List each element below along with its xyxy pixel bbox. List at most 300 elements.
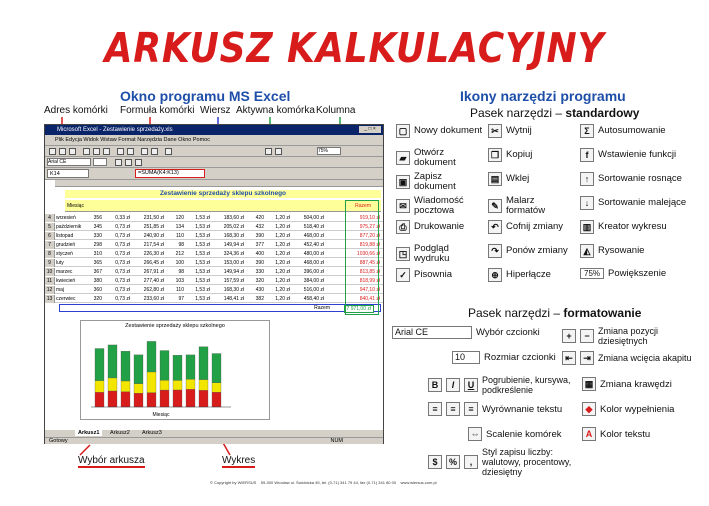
border-tool [582,377,672,391]
chart-bar [147,341,156,372]
align-tool [428,402,562,416]
chart-bar [173,390,182,407]
row-number[interactable]: 4 [45,214,55,222]
table-cell[interactable]: 168,30 zł [223,233,244,239]
cut-icon[interactable]: ✂ [488,124,502,138]
tool-sigma [580,124,704,138]
table-cell[interactable]: 504,00 zł [303,215,324,221]
fill-color-icon[interactable]: ◆ [582,402,596,416]
chart-bar [186,379,195,389]
row-number[interactable]: 6 [45,232,55,240]
toolbar-icon[interactable] [275,148,282,155]
zoom-select[interactable]: 75% [580,268,604,279]
align-right-icon[interactable]: ≡ [464,402,478,416]
table-cell[interactable]: 153,00 zł [223,260,244,266]
chart-xlabel: Miesiąc [152,412,170,418]
table-cell[interactable]: 468,00 zł [303,233,324,239]
percent-icon[interactable]: % [446,455,460,469]
chart-bar [134,393,143,407]
chart-bar [134,355,143,384]
table-cell[interactable]: 1030,66 zł [356,251,380,257]
toolbar-icon[interactable] [103,148,110,155]
table-cell[interactable]: 887,45 zł [359,260,380,266]
table-cell[interactable]: 452,40 zł [303,242,324,248]
excel-menu-bar [45,135,383,146]
table-cell[interactable]: 320 [255,278,264,284]
footer-copyright: © Copyright by WIERSUS [210,480,257,485]
toolbar-icon[interactable] [83,148,90,155]
table-cell[interactable]: 420 [255,215,264,221]
chart-bar [108,378,117,391]
table-cell[interactable]: 1,20 zł [275,224,290,230]
print-icon[interactable]: ⎙ [396,220,410,234]
table-cell[interactable]: 212 [175,251,184,257]
table-cell[interactable]: październik [56,224,82,230]
tool-chart [580,220,704,234]
tool-label: Drukowanie [414,221,465,232]
label-active-cell: Aktywna komórka [236,105,315,116]
table-cell[interactable]: 148,41 zł [223,296,244,302]
table-cell[interactable]: 400 [255,251,264,257]
row-number[interactable]: 9 [45,259,55,267]
table-cell[interactable]: 298 [93,242,102,248]
icons-section-heading: Ikony narzędzi programu [460,88,626,104]
table-cell[interactable]: 149,94 zł [223,242,244,248]
underline-icon[interactable]: U [464,378,478,392]
font-select[interactable]: Arial CE [392,326,472,339]
table-cell[interactable]: 1,20 zł [275,215,290,221]
table-cell[interactable]: 168,30 zł [223,287,244,293]
table-row [45,286,383,294]
table-cell[interactable]: 183,60 zł [223,215,244,221]
undo-icon[interactable]: ↶ [488,220,502,234]
table-cell[interactable]: 819,88 zł [359,242,380,248]
standard-title-prefix: Pasek narzędzi – [470,106,566,120]
table-cell[interactable]: maj [56,287,65,293]
table-cell[interactable]: 0,73 zł [115,251,130,257]
label-chart: Wykres [222,455,256,466]
table-cell[interactable]: wrzesień [56,215,76,221]
table-cell[interactable]: 1,20 zł [275,269,290,275]
table-cell[interactable]: 840,41 zł [359,296,380,302]
toolbar-icon[interactable] [49,148,56,155]
chart-bar [186,389,195,407]
sum-value[interactable]: 7 971,00 zł [344,305,374,313]
tool-open [396,148,484,168]
tool-label: Otwórz dokument [414,147,456,168]
chart-bar [199,347,208,380]
table-cell[interactable]: 324,36 zł [223,251,244,257]
table-cell[interactable]: 98 [178,242,184,248]
chart-bar [147,372,156,393]
format-title-prefix: Pasek narzędzi – [468,306,564,320]
font-size-select[interactable]: 10 [452,351,480,364]
table-row [45,232,383,240]
align-center-icon[interactable]: ≡ [446,402,460,416]
label-sheet-select: Wybór arkusza [78,455,145,466]
table-cell[interactable]: 205,02 zł [223,224,244,230]
chart-bar [121,351,130,381]
sum-header: Razem [355,203,371,209]
toolbar-icon[interactable] [59,148,66,155]
table-cell[interactable]: 1,20 zł [275,287,290,293]
table-cell[interactable]: 0,73 zł [115,287,130,293]
label-cell-address: Adres komórki [44,105,108,116]
chart-bar [173,380,182,390]
table-cell[interactable]: 0,33 zł [115,215,130,221]
table-row [45,241,383,249]
table-cell[interactable]: 390 [255,260,264,266]
month-header: Miesiąc [67,203,84,209]
row-number[interactable]: 11 [45,277,55,285]
bold-italic-tool [428,375,578,395]
tool-drawing [580,244,704,258]
merge-icon[interactable]: ⇔ [468,427,482,441]
italic-icon[interactable]: I [446,378,460,392]
table-cell[interactable]: 1,53 zł [195,215,210,221]
toolbar-icon[interactable] [93,148,100,155]
preview-icon[interactable]: ◳ [396,247,410,261]
table-cell[interactable]: 947,10 zł [359,287,380,293]
table-cell[interactable]: 149,94 zł [223,269,244,275]
chart-bar [108,391,117,407]
chart-icon[interactable]: ▥ [580,220,594,234]
row-number[interactable]: 13 [45,295,55,303]
table-cell[interactable]: 919,10 zł [359,215,380,221]
chart-bar [212,383,221,392]
table-cell[interactable]: 480,00 zł [303,251,324,257]
decimal-tool [562,326,704,346]
table-cell[interactable]: 1,53 zł [195,278,210,284]
link-icon[interactable]: ⊕ [488,268,502,282]
table-cell[interactable]: 1,20 zł [275,242,290,248]
footer [210,480,437,485]
tool-undo [488,220,576,234]
toolbar-icon[interactable] [117,148,124,155]
font-select-tool [392,326,540,339]
font-color-icon[interactable]: A [582,427,596,441]
formula-input[interactable]: =SUMA(K4:K13) [135,169,205,178]
excel-format-toolbar [45,157,383,168]
merge-tool [468,427,562,441]
sheet-tabs [45,430,383,437]
tool-label: Malarz formatów [506,195,546,216]
tool-new-doc [396,124,484,138]
table-cell[interactable]: 330 [255,269,264,275]
chart-area[interactable] [80,320,270,420]
decimal-label: Zmiana pozycji dziesiętnych [598,326,659,346]
table-cell[interactable]: 877,20 zł [359,233,380,239]
table-row [45,268,383,276]
bold-icon[interactable]: B [428,378,442,392]
table-cell[interactable]: 813,85 zł [359,269,380,275]
table-cell[interactable]: 0,73 zł [115,224,130,230]
table-cell[interactable]: 217,54 zł [143,242,164,248]
indent-label: Zmiana wcięcia akapitu [598,353,692,363]
row-number[interactable]: 7 [45,241,55,249]
label-formula: Formuła komórki [120,105,195,116]
excel-section-heading: Okno programu MS Excel [120,88,291,104]
tool-label: Cofnij zmiany [506,221,564,232]
spreadsheet-grid[interactable] [45,180,383,430]
table-cell[interactable]: 390 [255,233,264,239]
font-color-label: Kolor tekstu [600,428,651,440]
toolbar-icon[interactable] [165,148,172,155]
table-cell[interactable]: grudzień [56,242,76,248]
number-style-label: Styl zapisu liczby: walutowy, procentowy, dziesiętny [482,447,572,477]
row-number[interactable]: 10 [45,268,55,276]
chart-bar [199,380,208,391]
new-doc-icon[interactable]: ▢ [396,124,410,138]
table-cell[interactable]: 266,45 zł [143,260,164,266]
table-cell[interactable]: 1,20 zł [275,260,290,266]
tab-arkusz3[interactable]: Arkusz3 [142,430,162,436]
tool-brush [488,196,576,216]
copy-icon[interactable]: ❐ [488,148,502,162]
tool-label: Rysowanie [598,245,645,256]
table-cell[interactable]: 1,20 zł [275,233,290,239]
table-cell[interactable]: kwiecień [56,278,76,284]
font-size-tool [452,351,556,364]
tool-save [396,172,484,192]
excel-standard-toolbar [45,146,383,157]
table-row [45,259,383,267]
table-cell[interactable]: 320 [93,296,102,302]
table-cell[interactable]: 233,60 zł [143,296,164,302]
table-cell[interactable]: 110 [176,287,184,293]
page-title: ARKUSZ KALKULACYJNY [104,24,605,72]
table-cell[interactable]: 1,53 zł [195,242,210,248]
table-cell[interactable]: listopad [56,233,74,239]
toolbar-icon[interactable] [265,148,272,155]
chart-bar [212,392,221,407]
column-headers [55,180,383,187]
table-cell[interactable]: 975,27 zł [359,224,380,230]
tool-sort-desc [580,196,704,210]
chart-bar [212,354,221,383]
table-cell[interactable]: 226,30 zł [143,251,164,257]
table-cell[interactable]: 377 [255,242,264,248]
drawing-icon[interactable]: ◭ [580,244,594,258]
table-cell[interactable]: 516,00 zł [303,287,324,293]
row-number[interactable]: 12 [45,286,55,294]
table-row [45,223,383,231]
fill-color-tool [582,402,674,416]
brush-icon[interactable]: ✎ [488,199,502,213]
fx-icon[interactable]: f [580,148,594,162]
bold-icon[interactable] [115,159,122,166]
align-left-icon[interactable]: ≡ [428,402,442,416]
table-cell[interactable]: 458,40 zł [303,296,324,302]
table-cell[interactable]: 430 [255,287,264,293]
table-cell[interactable]: 468,00 zł [303,260,324,266]
redo-icon[interactable]: ↷ [488,244,502,258]
tool-label: Podgląd wydruku [414,243,450,264]
tool-label: Kopiuj [506,149,533,160]
status-left: Gotowy [49,438,68,444]
open-icon[interactable]: ▰ [396,151,410,165]
border-label: Zmiana krawędzi [600,378,672,390]
table-cell[interactable]: 365 [93,260,102,266]
table-cell[interactable]: marzec [56,269,73,275]
table-cell[interactable]: 1,53 zł [195,269,210,275]
table-cell[interactable]: 1,53 zł [195,233,210,239]
active-row-highlight [59,304,381,312]
table-cell[interactable]: 251,85 zł [143,224,164,230]
sum-label: Razem [314,305,330,311]
table-cell[interactable]: 231,50 zł [143,215,164,221]
toolbar-icon[interactable] [141,148,148,155]
table-cell[interactable]: 0,73 zł [115,269,130,275]
table-cell[interactable]: 1,20 zł [275,278,290,284]
name-box[interactable]: K14 [47,169,89,178]
sort-asc-icon[interactable]: ↑ [580,172,594,186]
tool-label: Wklej [506,173,530,184]
table-cell[interactable]: 277,40 zł [143,278,164,284]
table-cell[interactable]: 0,73 zł [115,260,130,266]
tab-arkusz1[interactable]: Arkusz1 [75,430,102,436]
table-cell[interactable]: 0,73 zł [115,233,130,239]
chart-bar [199,390,208,407]
table-cell[interactable]: 1,20 zł [275,296,290,302]
table-cell[interactable]: 384,00 zł [303,278,324,284]
toolbar-icon[interactable] [127,148,134,155]
merge-label: Scalenie komórek [486,428,562,440]
table-cell[interactable]: 345 [93,224,102,230]
font-color-tool [582,427,650,441]
italic-icon[interactable] [125,159,132,166]
align-label: Wyrównanie tekstu [482,403,563,415]
tool-label: Autosumowanie [598,125,666,136]
table-cell[interactable]: 310 [93,251,102,257]
table-cell[interactable]: 134 [175,224,184,230]
font-box[interactable]: Arial CE [47,158,91,166]
table-cell[interactable]: 103 [175,278,184,284]
underline-icon[interactable] [135,159,142,166]
table-cell[interactable]: styczeń [56,251,73,257]
increase-indent-icon[interactable]: ⇥ [580,351,594,365]
table-cell[interactable]: 518,40 zł [303,224,324,230]
sigma-icon[interactable]: Σ [580,124,594,138]
table-cell[interactable]: 100 [175,260,184,266]
row-number[interactable]: 5 [45,223,55,231]
table-cell[interactable]: czerwiec [56,296,76,302]
chart-bar [147,393,156,407]
table-cell[interactable]: 367 [93,269,102,275]
table-cell[interactable]: 1,53 zł [195,251,210,257]
menu-items[interactable]: Plik Edycja Widok Wstaw Format Narzędzia Dane Okno Pomoc [55,137,210,143]
tool-label: Wiadomość pocztowa [414,195,464,216]
font-size-label: Rozmiar czcionki [484,352,556,363]
number-style-tool [428,447,578,477]
border-icon[interactable]: ▦ [582,377,596,391]
footer-web: www.wiersus.com.pl [400,480,437,485]
table-cell[interactable]: 0,73 zł [115,296,130,302]
table-cell[interactable]: 1,53 zł [195,296,210,302]
format-title-bold: formatowanie [563,306,642,320]
table-cell[interactable]: 1,53 zł [195,224,210,230]
table-cell[interactable]: 380 [93,278,102,284]
standard-title-bold: standardowy [565,106,640,120]
table-cell[interactable]: 382 [255,296,264,302]
table-cell[interactable]: 1,53 zł [195,287,210,293]
chart-svg [81,329,271,419]
decrease-decimal-icon[interactable]: − [580,329,594,343]
tool-mail [396,196,484,216]
table-cell[interactable]: 120 [175,215,184,221]
tool-label: Wytnij [506,125,532,136]
thousands-icon[interactable]: , [464,455,478,469]
zoom-box[interactable]: 75% [317,147,341,155]
table-cell[interactable]: 330 [93,233,102,239]
table-cell[interactable]: 157,59 zł [223,278,244,284]
table-cell[interactable]: 110 [176,233,184,239]
save-icon[interactable]: ▣ [396,175,410,189]
table-cell[interactable]: 396,00 zł [303,269,324,275]
tool-label: Hiperłącze [506,269,551,280]
table-cell[interactable]: luty [56,260,64,266]
table-cell[interactable]: 97 [178,296,184,302]
toolbar-icon[interactable] [151,148,158,155]
toolbar-icon[interactable] [69,148,76,155]
indent-tool [562,351,704,365]
excel-window-title: Microsoft Excel - Zestawienie sprzedaży.xls [57,127,173,133]
chart-bar [121,392,130,407]
status-bar [45,437,383,444]
tab-arkusz2[interactable]: Arkusz2 [110,430,130,436]
table-cell[interactable]: 360 [93,287,102,293]
tool-label: Zapisz dokument [414,171,456,192]
tool-fx [580,148,704,162]
paste-icon[interactable]: ▤ [488,172,502,186]
table-cell[interactable]: 432 [255,224,264,230]
window-controls[interactable]: _ □ × [359,126,381,133]
table-cell[interactable]: 1,20 zł [275,251,290,257]
table-cell[interactable]: 356 [93,215,102,221]
tool-label: Wstawienie funkcji [598,149,677,160]
table-cell[interactable]: 267,91 zł [143,269,164,275]
row-number[interactable]: 8 [45,250,55,258]
increase-decimal-icon[interactable]: + [562,329,576,343]
label-column: Kolumna [316,105,356,116]
footer-address: 59-300 Wrocław ul. Świdnicka 45, tel. (0-71) 341 79 44, fax (0-71) 341 80 00 [260,480,397,485]
sort-desc-icon[interactable]: ↓ [580,196,594,210]
tool-label: Sortowanie malejące [598,197,687,208]
tool-label: Pisownia [414,269,453,280]
table-cell[interactable]: 1,53 zł [195,260,210,266]
table-cell[interactable]: 98 [178,269,184,275]
tool-label: Nowy dokument [414,125,483,136]
table-cell[interactable]: 818,99 zł [359,278,380,284]
chart-bar [160,351,169,381]
table-cell[interactable]: 262,80 zł [143,287,164,293]
table-cell[interactable]: 0,73 zł [115,278,130,284]
excel-titlebar [45,125,383,135]
decrease-indent-icon[interactable]: ⇤ [562,351,576,365]
currency-icon[interactable]: $ [428,455,442,469]
mail-icon[interactable]: ✉ [396,199,410,213]
chart-bar [95,392,104,407]
tool-redo [488,244,576,258]
tool-spell [396,268,484,282]
spell-icon[interactable]: ✓ [396,268,410,282]
tool-cut [488,124,576,138]
standard-toolbar-title [470,106,639,120]
table-cell[interactable]: 240,90 zł [143,233,164,239]
size-box[interactable] [93,158,107,166]
tool-label: Ponów zmiany [506,245,568,256]
table-cell[interactable]: 0,73 zł [115,242,130,248]
